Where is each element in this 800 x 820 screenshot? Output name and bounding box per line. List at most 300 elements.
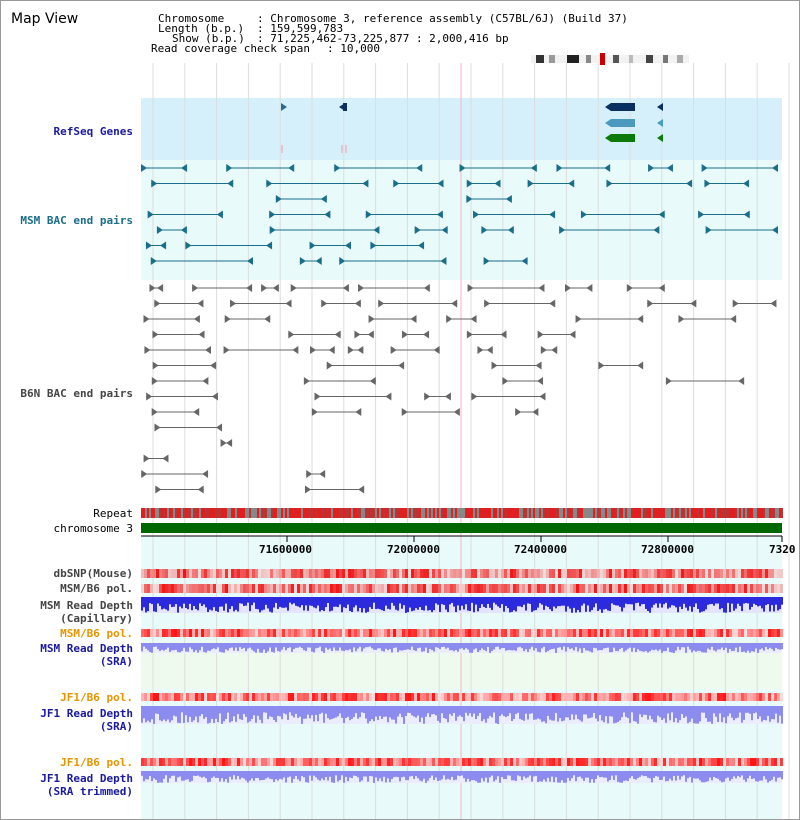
read-depth-bar [449,597,451,604]
read-depth-bar [675,706,677,718]
bac-end-marker [205,346,211,354]
read-depth-bar [409,706,411,713]
read-depth-bar [403,597,405,605]
polymorphism-heat-cell [183,629,186,637]
polymorphism-heat-cell [513,758,516,766]
read-depth-bar [717,706,719,722]
polymorphism-heat-cell [174,758,177,766]
polymorphism-heat-cell [225,693,228,701]
bac-end-marker [539,393,545,401]
read-depth-bar [303,706,305,719]
read-depth-bar [561,771,563,780]
repeat-segment [159,508,161,518]
read-depth-bar [445,643,447,649]
read-depth-bar [257,643,259,649]
bac-end-marker [536,362,542,370]
polymorphism-heat-cell [384,569,387,578]
polymorphism-heat-cell [594,584,597,593]
polymorphism-heat-cell [180,584,183,593]
polymorphism-heat-cell [624,693,627,701]
read-depth-bar [597,597,599,611]
read-depth-bar [501,706,503,714]
bac-end-marker [647,300,653,308]
repeat-segment [711,508,713,518]
polymorphism-heat-cell [423,758,426,766]
polymorphism-heat-cell [228,693,231,701]
read-depth-bar [547,597,549,607]
read-depth-bar [203,597,205,604]
repeat-segment [563,508,565,518]
length-key: Length (b.p.) [158,22,245,35]
polymorphism-heat-cell [174,584,177,593]
polymorphism-heat-cell [324,629,327,637]
read-depth-bar [607,771,609,781]
read-depth-bar [331,706,333,719]
polymorphism-heat-cell [657,569,660,578]
read-depth-bar [579,597,581,612]
polymorphism-heat-cell [651,693,654,701]
polymorphism-heat-cell [282,693,285,701]
polymorphism-heat-cell [309,584,312,593]
polymorphism-heat-cell [255,693,258,701]
polymorphism-heat-cell [609,758,612,766]
read-depth-bar [573,771,575,775]
bac-end-marker [224,346,230,354]
polymorphism-heat-cell [501,584,504,593]
polymorphism-heat-cell [198,629,201,637]
polymorphism-heat-cell [504,584,507,593]
read-depth-bar [767,771,769,782]
read-depth-bar [587,597,589,605]
track-label-jf1-b6-pol-2[interactable]: JF1/B6 pol. [60,756,133,769]
polymorphism-heat-cell [372,693,375,701]
repeat-segment [505,508,507,518]
polymorphism-heat-cell [357,629,360,637]
read-depth-bar [601,706,603,720]
bac-end-marker [292,346,298,354]
polymorphism-heat-cell [516,693,519,701]
read-depth-bar [693,597,695,607]
repeat-segment [153,508,155,518]
read-depth-bar [645,706,647,715]
track-label-refseq[interactable]: RefSeq Genes [53,125,133,138]
read-depth-bar [763,643,765,651]
repeat-segment [311,508,313,518]
track-label-msm-bac[interactable]: MSM BAC end pairs [20,214,133,227]
polymorphism-heat-cell [444,758,447,766]
polymorphism-heat-cell [474,584,477,593]
repeat-segment [725,508,727,518]
repeat-segment [247,508,249,518]
read-depth-bar [715,706,717,717]
read-depth-bar [207,643,209,651]
polymorphism-heat-cell [603,569,606,578]
polymorphism-heat-cell [387,629,390,637]
polymorphism-heat-cell [255,584,258,593]
polymorphism-heat-cell [606,569,609,578]
polymorphism-heat-cell [609,584,612,593]
read-depth-bar [203,643,205,652]
polymorphism-heat-cell [624,758,627,766]
read-depth-bar [501,771,503,777]
polymorphism-heat-cell [531,569,534,578]
polymorphism-heat-cell [441,629,444,637]
polymorphism-heat-cell [393,569,396,578]
repeat-segment [195,508,197,518]
read-depth-bar [593,706,595,713]
polymorphism-heat-cell [174,693,177,701]
polymorphism-heat-cell [411,758,414,766]
read-depth-bar [629,706,631,723]
polymorphism-heat-cell [363,629,366,637]
polymorphism-heat-cell [147,584,150,593]
read-depth-bar [613,643,615,648]
polymorphism-heat-cell [195,693,198,701]
polymorphism-heat-cell [357,693,360,701]
track-label-jf1-b6-pol-1[interactable]: JF1/B6 pol. [60,691,133,704]
read-depth-bar [391,771,393,779]
read-depth-bar [423,706,425,724]
polymorphism-heat-cell [207,629,210,637]
bac-end-marker [212,393,218,401]
read-depth-bar [585,643,587,650]
read-depth-bar [319,771,321,781]
read-depth-bar [615,643,617,651]
read-depth-bar [315,771,317,777]
read-depth-bar [465,771,467,782]
read-depth-bar [543,706,545,721]
read-depth-bar [147,643,149,650]
read-depth-bar [559,597,561,606]
polymorphism-heat-cell [561,629,564,637]
read-depth-bar [771,771,773,780]
polymorphism-heat-cell [387,569,390,578]
read-depth-bar [165,771,167,775]
read-depth-bar [719,706,721,713]
read-depth-bar [429,597,431,610]
polymorphism-heat-cell [555,693,558,701]
bac-end-marker [451,300,457,308]
read-depth-bar [529,771,531,775]
read-depth-bar [589,706,591,718]
read-depth-bar [197,771,199,776]
repeat-segment [173,508,175,518]
polymorphism-heat-cell [192,569,195,578]
repeat-segment [209,508,211,518]
read-depth-bar [745,597,747,603]
read-depth-bar [699,771,701,780]
polymorphism-heat-cell [699,758,702,766]
polymorphism-heat-cell [288,758,291,766]
polymorphism-heat-cell [222,629,225,637]
polymorphism-heat-cell [720,584,723,593]
read-depth-bar [435,771,437,778]
read-depth-bar [533,706,535,720]
read-depth-bar [287,643,289,648]
read-depth-bar [563,643,565,647]
read-depth-bar [305,771,307,782]
read-depth-bar [387,706,389,722]
polymorphism-heat-cell [768,629,771,637]
read-depth-bar [219,706,221,713]
polymorphism-heat-cell [348,693,351,701]
read-depth-bar [263,597,265,610]
polymorphism-heat-cell [693,569,696,578]
repeat-segment [643,508,645,518]
polymorphism-heat-cell [513,584,516,593]
read-depth-bar [595,597,597,603]
read-depth-bar [723,643,725,650]
track-label-msm-depth-sra[interactable]: MSM Read Depth [40,642,133,655]
read-depth-bar [539,771,541,781]
read-depth-bar [203,706,205,719]
polymorphism-heat-cell [483,584,486,593]
repeat-segment [385,508,387,518]
read-depth-bar [409,643,411,650]
polymorphism-heat-cell [495,569,498,578]
repeat-segment [389,508,391,518]
polymorphism-heat-cell [726,584,729,593]
read-depth-bar [415,706,417,718]
read-depth-bar [591,706,593,717]
polymorphism-heat-cell [576,569,579,578]
polymorphism-heat-cell [762,584,765,593]
repeat-segment [641,508,643,518]
read-depth-bar [205,597,207,607]
read-depth-bar [223,643,225,653]
repeat-segment [719,508,721,518]
polymorphism-heat-cell [768,693,771,701]
read-depth-bar [365,597,367,613]
polymorphism-heat-cell [654,758,657,766]
polymorphism-heat-cell [597,629,600,637]
read-depth-bar [627,643,629,649]
read-depth-bar [575,771,577,781]
read-depth-bar [415,643,417,651]
polymorphism-heat-cell [558,584,561,593]
repeat-segment [689,508,691,518]
read-depth-bar [157,706,159,714]
read-depth-bar [653,643,655,650]
polymorphism-heat-cell [363,569,366,578]
bac-end-marker [370,377,376,385]
repeat-segment [735,508,737,518]
polymorphism-heat-cell [141,693,144,701]
polymorphism-heat-cell [747,629,750,637]
read-depth-bar [211,771,213,778]
read-depth-bar [247,643,249,649]
polymorphism-heat-cell [600,629,603,637]
repeat-segment [457,508,459,518]
repeat-segment [263,508,265,518]
read-depth-bar [205,706,207,717]
polymorphism-heat-cell [282,569,285,578]
bac-end-marker [202,470,208,478]
polymorphism-heat-cell [594,758,597,766]
read-depth-bar [277,643,279,651]
repeat-segment [239,508,241,518]
read-depth-bar [637,771,639,778]
repeat-segment [229,508,231,518]
polymorphism-heat-cell [648,569,651,578]
read-depth-bar [161,706,163,721]
read-depth-bar [673,771,675,776]
repeat-segment [409,508,411,518]
read-depth-bar [367,706,369,723]
polymorphism-heat-cell [309,758,312,766]
repeat-segment [163,508,165,518]
repeat-segment [359,508,361,518]
read-depth-bar [631,771,633,776]
read-depth-bar [679,771,681,780]
read-depth-bar [275,706,277,722]
read-depth-bar [517,706,519,713]
read-depth-bar [653,771,655,778]
polymorphism-heat-cell [546,569,549,578]
read-depth-bar [525,706,527,714]
repeat-segment [413,508,415,518]
read-depth-bar [337,706,339,716]
read-depth-bar [537,597,539,608]
read-depth-bar [561,643,563,650]
polymorphism-heat-cell [594,629,597,637]
read-depth-bar [347,643,349,650]
polymorphism-heat-cell [585,693,588,701]
read-depth-bar [751,771,753,779]
polymorphism-heat-cell [213,569,216,578]
read-depth-bar [167,597,169,611]
read-depth-bar [693,771,695,778]
polymorphism-heat-cell [639,758,642,766]
polymorphism-heat-cell [462,584,465,593]
polymorphism-heat-cell [165,629,168,637]
read-depth-bar [289,643,291,647]
repeat-segment [671,508,673,518]
track-label-jf1-depth-trim[interactable]: JF1 Read Depth [40,772,133,785]
polymorphism-heat-cell [753,693,756,701]
repeat-segment [395,508,397,518]
polymorphism-heat-cell [204,693,207,701]
read-depth-bar [311,643,313,652]
repeat-segment [191,508,193,518]
read-depth-bar [567,706,569,717]
read-depth-bar [321,597,323,610]
bac-end-marker [306,470,312,478]
read-depth-bar [763,597,765,612]
polymorphism-heat-cell [408,758,411,766]
track-label-dbsnp[interactable]: dbSNP(Mouse) [53,567,133,580]
polymorphism-heat-cell [351,569,354,578]
polymorphism-heat-cell [573,584,576,593]
polymorphism-heat-cell [201,584,204,593]
repeat-segment [423,508,425,518]
polymorphism-heat-cell [558,693,561,701]
polymorphism-heat-cell [630,693,633,701]
read-depth-bar [417,706,419,716]
read-depth-bar [463,597,465,609]
repeat-segment [235,508,237,518]
read-depth-bar [615,597,617,605]
read-depth-bar [423,643,425,651]
track-label-msm-b6-pol-2[interactable]: MSM/B6 pol. [60,627,133,640]
read-depth-bar [765,643,767,647]
repeat-segment [693,508,695,518]
bac-end-marker [541,346,547,354]
bac-end-marker [637,315,643,323]
repeat-segment [613,508,615,518]
read-depth-bar [395,706,397,724]
polymorphism-heat-cell [177,758,180,766]
bac-end-marker [358,284,364,292]
repeat-segment [593,508,595,518]
bac-end-marker [770,300,776,308]
polymorphism-heat-cell [291,693,294,701]
bac-end-marker [153,362,159,370]
polymorphism-heat-cell [351,584,354,593]
polymorphism-heat-cell [303,693,306,701]
bac-end-marker [500,331,506,339]
bac-end-marker [730,315,736,323]
polymorphism-heat-cell [507,584,510,593]
repeat-segment [207,508,209,518]
read-depth-bar [349,643,351,649]
read-depth-bar [155,771,157,780]
polymorphism-heat-cell [708,569,711,578]
polymorphism-heat-cell [612,758,615,766]
track-label-b6n-bac[interactable]: B6N BAC end pairs [20,387,133,400]
read-depth-bar [215,706,217,719]
polymorphism-heat-cell [705,629,708,637]
polymorphism-heat-cell [465,584,468,593]
polymorphism-heat-cell [219,693,222,701]
read-depth-bar [371,706,373,719]
read-depth-bar [493,771,495,781]
read-depth-bar [149,771,151,776]
polymorphism-heat-cell [663,629,666,637]
read-depth-bar [557,771,559,783]
read-depth-bar [197,643,199,653]
repeat-segment [551,508,553,518]
polymorphism-heat-cell [309,693,312,701]
read-depth-bar [645,771,647,776]
polymorphism-heat-cell [672,569,675,578]
polymorphism-heat-cell [189,629,192,637]
polymorphism-heat-cell [765,584,768,593]
read-depth-bar [633,643,635,648]
polymorphism-heat-cell [780,758,783,766]
polymorphism-heat-cell [297,584,300,593]
read-depth-bar [303,597,305,610]
polymorphism-heat-cell [678,584,681,593]
read-depth-bar [719,643,721,649]
read-depth-bar [761,643,763,649]
read-depth-bar [453,706,455,713]
read-depth-bar [749,771,751,776]
read-depth-bar [199,771,201,777]
polymorphism-heat-cell [195,584,198,593]
repeat-segment [363,508,365,518]
read-depth-bar [193,771,195,776]
polymorphism-heat-cell [654,584,657,593]
read-depth-bar [453,597,455,607]
track-label-jf1-depth[interactable]: JF1 Read Depth [40,707,133,720]
read-depth-bar [745,706,747,713]
polymorphism-heat-cell [348,569,351,578]
track-label-msm-b6-pol-1[interactable]: MSM/B6 pol. [60,582,133,595]
polymorphism-heat-cell [570,629,573,637]
track-label-msm-depth-cap[interactable]: MSM Read Depth [40,599,133,612]
read-depth-bar [489,771,491,777]
